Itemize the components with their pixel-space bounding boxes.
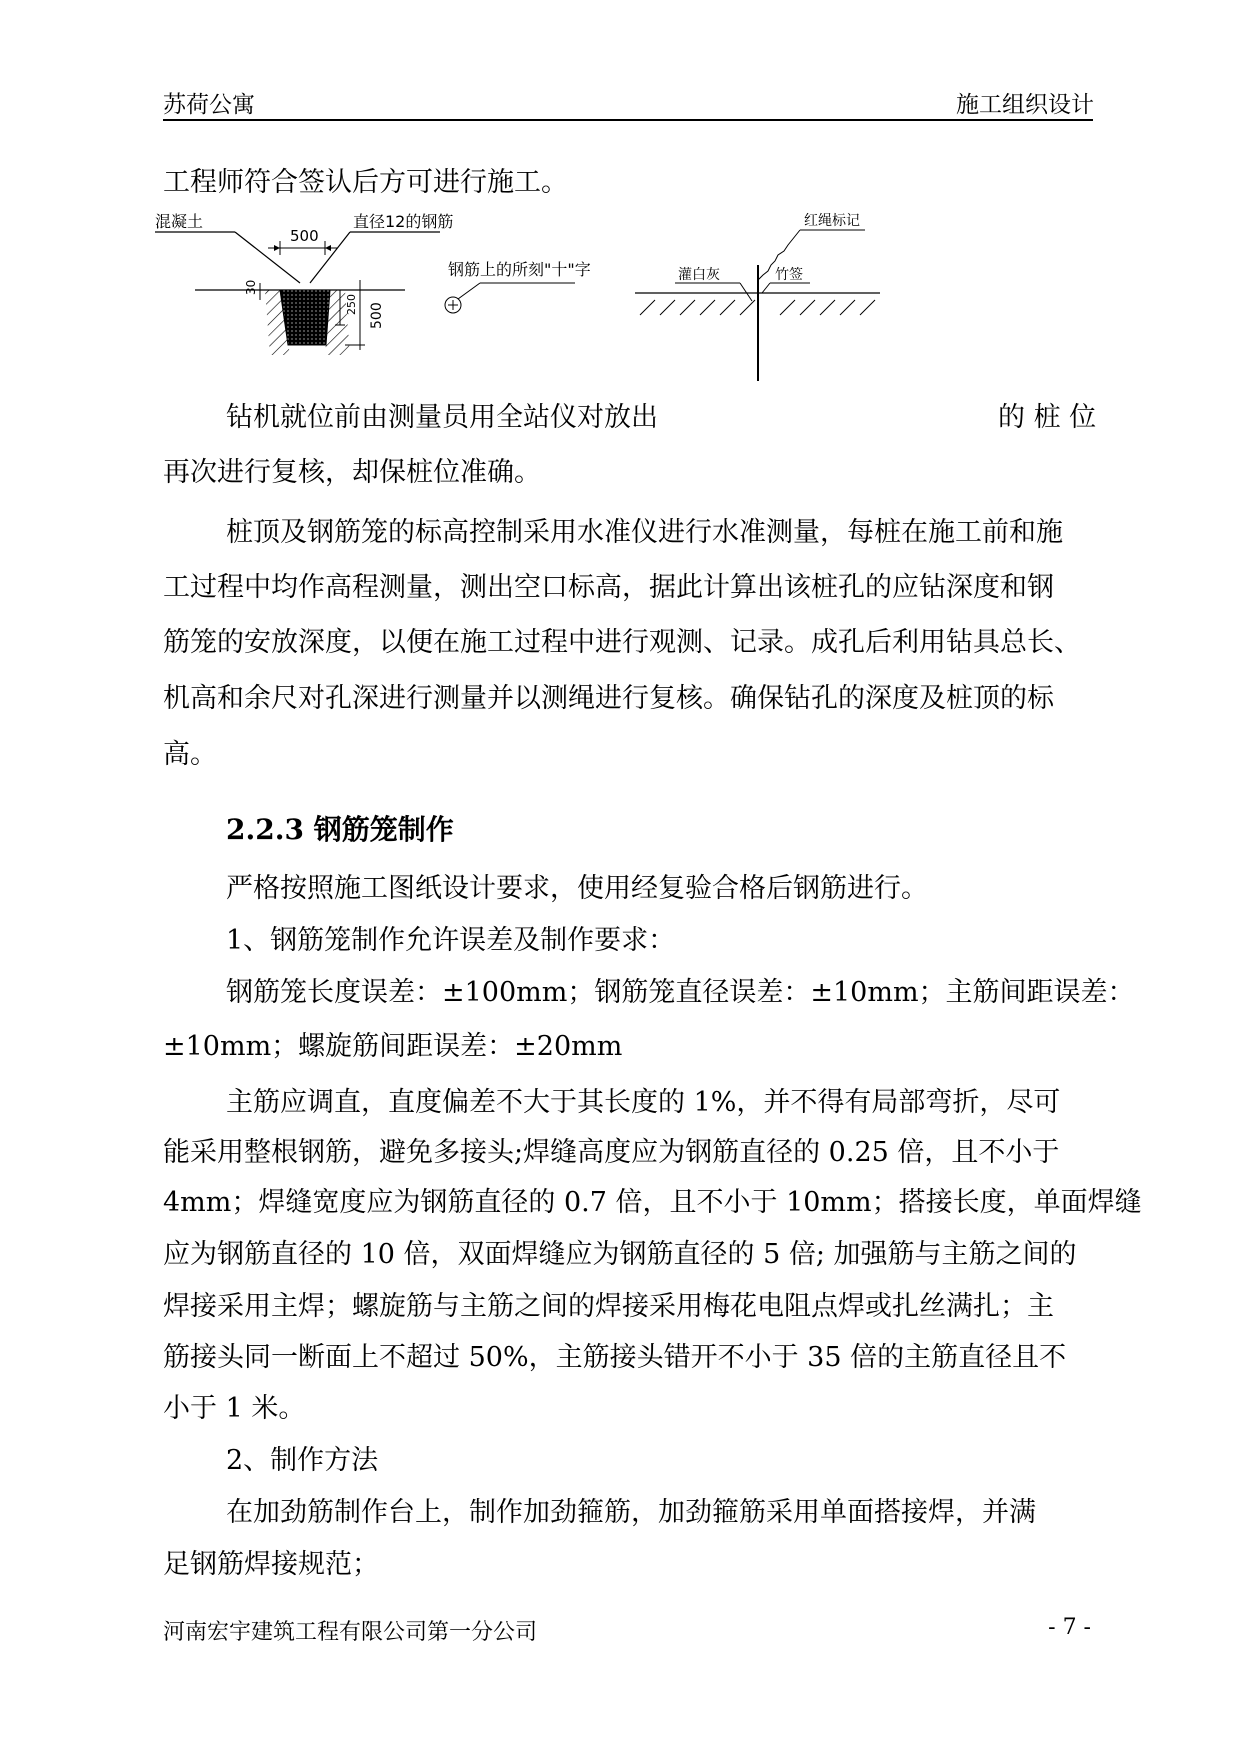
label-dim-30: 30 <box>244 279 258 295</box>
footer-page-number: - 7 - <box>1048 1615 1091 1640</box>
text-line: 严格按照施工图纸设计要求，使用经复验合格后钢筋进行。 <box>226 873 928 904</box>
text-line: 再次进行复核，却保桩位准确。 <box>163 457 541 488</box>
text-line: 焊接采用主焊；螺旋筋与主筋之间的焊接采用梅花电阻点焊或扎丝满扎；主 <box>163 1291 1054 1322</box>
label-dim-500-side: 500 <box>369 302 385 329</box>
text-line: 足钢筋焊接规范； <box>163 1549 379 1580</box>
text-line: 筋接头同一断面上不超过 50%，主筋接头错开不小于 35 倍的主筋直径且不 <box>163 1342 1067 1373</box>
label-bamboo-stake: 竹签 <box>775 267 803 283</box>
text-line: ±10mm；螺旋筋间距误差：±20mm <box>163 1031 623 1062</box>
label-cross-mark: 钢筋上的所刻"十"字 <box>448 260 591 279</box>
label-rebar: 直径12的钢筋 <box>353 212 454 231</box>
text-line: 机高和余尺对孔深进行测量并以测绳进行复核。确保钻孔的深度及桩顶的标 <box>163 683 1054 714</box>
text-line: 主筋应调直，直度偏差不大于其长度的 1%，并不得有局部弯折，尽可 <box>226 1087 1061 1118</box>
label-dim-250: 250 <box>345 294 358 315</box>
label-dim-500-top: 500 <box>290 227 319 245</box>
text-line: 钢筋笼长度误差：±100mm；钢筋笼直径误差：±10mm；主筋间距误差： <box>226 977 1135 1008</box>
text-line: 钻机就位前由测量员用全站仪对放出 <box>226 402 658 433</box>
footer-company: 河南宏宇建筑工程有限公司第一分公司 <box>163 1620 538 1645</box>
header-doc-title: 施工组织设计 <box>956 92 1094 118</box>
bamboo-stake-detail <box>635 212 880 381</box>
section-heading: 2.2.3 钢筋笼制作 <box>226 813 454 846</box>
text-line: 高。 <box>163 739 217 770</box>
text-line: 筋笼的安放深度，以便在施工过程中进行观测、记录。成孔后利用钻具总长、 <box>163 627 1081 658</box>
label-concrete: 混凝土 <box>155 212 204 231</box>
text-line: 1、钢筋笼制作允许误差及制作要求： <box>226 925 676 956</box>
rebar-cross-mark-detail <box>445 260 591 313</box>
concrete-pit-detail <box>155 212 453 355</box>
text-line: 桩顶及钢筋笼的标高控制采用水准仪进行水准测量，每桩在施工前和施 <box>226 517 1063 548</box>
text-line: 4mm；焊缝宽度应为钢筋直径的 0.7 倍，且不小于 10mm；搭接长度，单面焊缝 <box>163 1187 1142 1218</box>
header-rule <box>163 119 1093 121</box>
label-white-lime: 灌白灰 <box>678 267 720 283</box>
header-project-name: 苏荷公寓 <box>163 92 255 118</box>
text-line: 应为钢筋直径的 10 倍，双面焊缝应为钢筋直径的 5 倍; 加强筋与主筋之间的 <box>163 1239 1077 1270</box>
text-line: 工程师符合签认后方可进行施工。 <box>163 167 568 198</box>
text-line: 2、制作方法 <box>226 1445 379 1476</box>
text-line: 工过程中均作高程测量，测出空口标高，据此计算出该桩孔的应钻深度和钢 <box>163 572 1054 603</box>
text-line: 的 桩 位 <box>998 402 1097 433</box>
text-line: 小于 1 米。 <box>163 1393 306 1424</box>
label-red-rope: 红绳标记 <box>804 213 860 229</box>
text-line: 能采用整根钢筋，避免多接头;焊缝高度应为钢筋直径的 0.25 倍，且不小于 <box>163 1137 1060 1168</box>
text-line: 在加劲筋制作台上，制作加劲箍筋，加劲箍筋采用单面搭接焊，并满 <box>226 1497 1036 1528</box>
